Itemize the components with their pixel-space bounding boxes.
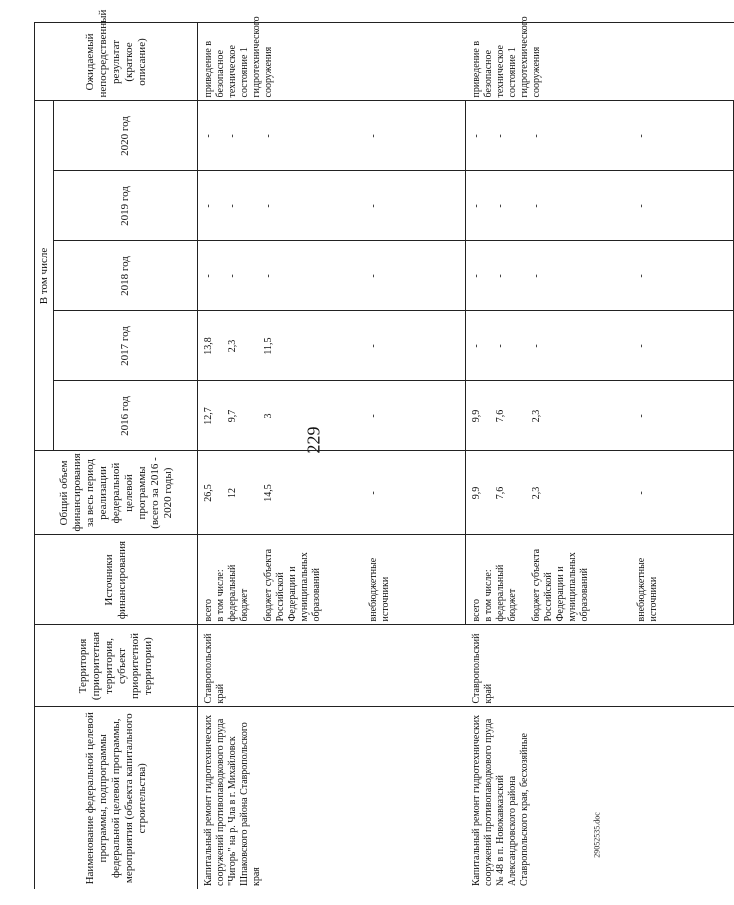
y2019-extra: - (624, 171, 734, 241)
y2018-federal-value: - (227, 274, 238, 278)
y2016-cell (198, 381, 356, 451)
source-extrabudget (356, 535, 466, 625)
y2019-federal-value: - (227, 204, 238, 208)
row-territory: Ставропольский край (198, 625, 466, 707)
y2018-regional-value: - (531, 274, 542, 278)
y2020-extra: - (356, 101, 466, 171)
header-2016: 2016 год (54, 381, 198, 451)
y2019-federal-value: - (495, 204, 506, 208)
y2020-regional-value: - (531, 134, 542, 138)
header-2018: 2018 год (54, 241, 198, 311)
y2017-value: - (471, 344, 482, 348)
y2017-federal-value: - (495, 344, 506, 348)
y2017-cell (198, 311, 356, 381)
header-territory: Территория (приоритетная территория, субъект приоритетной территории) (35, 625, 198, 707)
row-territory: Ставропольский край (466, 625, 734, 707)
source-cell (466, 535, 624, 625)
source-total: всего (471, 598, 482, 622)
source-extrabudget (624, 535, 734, 625)
source-incl: в том числе: (215, 569, 226, 622)
y2017-value: 13,8 (203, 337, 214, 355)
y2019-extra: - (356, 171, 466, 241)
row-result: приведение в безопасное техническое состояние 1 гидротехнического сооружения (466, 23, 734, 101)
y2016-extra: - (624, 381, 734, 451)
y2016-federal-value: 7,6 (495, 409, 506, 423)
total-federal-value: 7,6 (495, 486, 506, 500)
header-name: Наименование федеральной целевой программы, подпрограммы федеральной целевой программы, мероприятия (объекта капитального строительства) (35, 707, 198, 889)
y2018-federal-value: - (495, 274, 506, 278)
footer-filename: 29052535.doc (592, 812, 602, 858)
y2019-value: - (471, 204, 482, 208)
page-number: 229 (303, 426, 324, 454)
y2020-value: - (471, 134, 482, 138)
y2016-value: 12,7 (203, 407, 214, 425)
header-result: Ожидаемый непосредственный результат (краткое описание) (35, 23, 198, 101)
source-extrabudget-label: внебюджетные источники (367, 557, 391, 622)
y2018-extra: - (356, 241, 466, 311)
table-row (466, 23, 624, 889)
financing-table (34, 9, 734, 890)
y2016-extra: - (356, 381, 466, 451)
y2019-regional-value: - (263, 204, 274, 208)
source-federal: федеральный бюджет (227, 564, 250, 622)
y2016-value: 9,9 (471, 409, 482, 423)
total-regional-value: 14,5 (263, 484, 274, 502)
source-cell (198, 535, 356, 625)
total-value: 9,9 (471, 486, 482, 500)
y2017-federal-value: 2,3 (227, 339, 238, 353)
y2017-regional-value: - (531, 344, 542, 348)
y2017-cell (466, 311, 624, 381)
total-extra: - (356, 451, 466, 535)
source-federal: федеральный бюджет (495, 564, 518, 622)
y2018-extra: - (624, 241, 734, 311)
row-name: Капитальный ремонт гидротехнических сооружений противопаводкового пруда "Чигорь" на р. Чла в г. Михайловск Шпаковского района Ставропольского края (198, 707, 466, 889)
header-2020: 2020 год (54, 101, 198, 171)
total-value: 26,5 (203, 484, 214, 502)
y2020-cell (466, 101, 624, 171)
total-cell (198, 451, 356, 535)
y2018-value: - (471, 274, 482, 278)
y2016-regional-value: 2,3 (531, 409, 542, 423)
y2020-value: - (203, 134, 214, 138)
total-federal-value: 12 (227, 488, 238, 498)
source-regional: бюджет субъекта Российской Федерации и муниципальных образований (531, 548, 590, 622)
y2016-cell (466, 381, 624, 451)
y2019-cell (466, 171, 624, 241)
total-cell (466, 451, 624, 535)
y2019-regional-value: - (531, 204, 542, 208)
source-extrabudget-label: внебюджетные источники (635, 557, 659, 622)
header-row-1 (35, 23, 54, 889)
source-incl: в том числе: (483, 569, 494, 622)
total-regional-value: 2,3 (531, 486, 542, 500)
y2016-federal-value: 9,7 (227, 409, 238, 423)
y2018-cell (198, 241, 356, 311)
table-row (198, 23, 356, 889)
header-incl: В том числе (35, 101, 54, 451)
source-regional: бюджет субъекта Российской Федерации и муниципальных образований (263, 548, 322, 622)
row-name: Капитальный ремонт гидротехнических сооружений противопаводкового пруда № 48 в п. Новокавказский Александровского района Ставропольского края, бесхозяйные (466, 707, 734, 889)
y2020-federal-value: - (495, 134, 506, 138)
y2020-federal-value: - (227, 134, 238, 138)
header-2019: 2019 год (54, 171, 198, 241)
header-2017: 2017 год (54, 311, 198, 381)
y2020-regional-value: - (263, 134, 274, 138)
total-extra: - (624, 451, 734, 535)
header-sources: Источники финансирования (35, 535, 198, 625)
y2018-regional-value: - (263, 274, 274, 278)
header-total: Общий объем финансирования за весь период реализации федеральной целевой программы (всего за 2016 - 2020 годы) (35, 451, 198, 535)
y2019-value: - (203, 204, 214, 208)
y2020-extra: - (624, 101, 734, 171)
y2017-regional-value: 11,5 (263, 337, 274, 355)
y2018-value: - (203, 274, 214, 278)
y2020-cell (198, 101, 356, 171)
row-result: приведение в безопасное техническое состояние 1 гидротехнического сооружения (198, 23, 466, 101)
y2019-cell (198, 171, 356, 241)
y2016-regional-value: 3 (263, 413, 274, 419)
y2017-extra: - (356, 311, 466, 381)
y2017-extra: - (624, 311, 734, 381)
source-total: всего (203, 598, 214, 622)
y2018-cell (466, 241, 624, 311)
